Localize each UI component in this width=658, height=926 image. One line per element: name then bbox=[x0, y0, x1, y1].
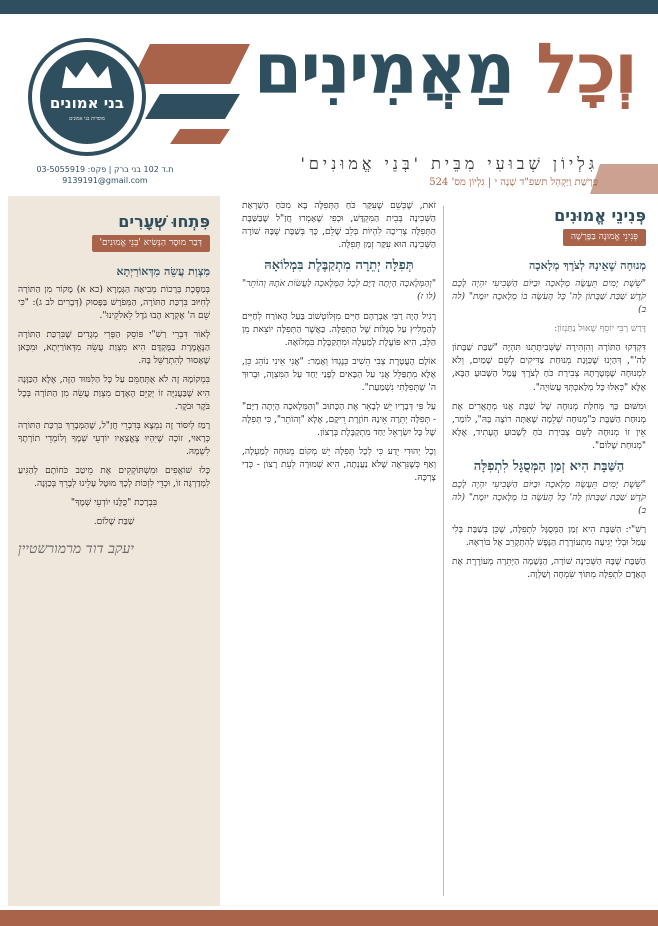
masthead bbox=[0, 14, 658, 196]
left-paragraph: בִּמְקוֹמָהּ זֶה לֹא אֻתְּחַמֵּם עַל כָּל הַלִּמּוּד הַזֶּה, אֶלָּא הַכַּוָּנָה הִיא שֶׁבַּעֲנִיָּה זוֹ יְקַיֵּם הָאָדָם מִצְוַת עֲשֵׂה מִן הַתּוֹרָה בְּכָל בֹּקֶר וּבֹקֶר. bbox=[18, 375, 210, 412]
crown-icon bbox=[60, 60, 114, 90]
bottom-bar bbox=[0, 910, 658, 926]
middle-quote: "וְהַמְּלָאכָה הָיְתָה דַיָּם לְכָל הַמְּלָאכָה לַעֲשׂוֹת אֹתָהּ וְהוֹתֵר" (לו ז) bbox=[242, 279, 436, 303]
article2-paragraph: רַשִׁ"י: הַשַּׁבָּת הִיא זְמַן הַמְּסֻגָּל לִתְפִלָּה, שֶׁכֵּן בְּשַׁבָּת בְּלִי עַמַל וּבְלִי יְגִיעָה מִתְעוֹרֶרֶת הַנֶּפֶשׁ לְהִתְקָרֵב אֶל בּוֹרְאָהּ. bbox=[452, 525, 646, 549]
left-paragraph: רָמַז לְיִסּוֹד זֶה נִמְצָא בְּדִבְרֵי חֲזַ"ל, שֶׁהַמְּבָרֵךְ בִּרְכַּת הַתּוֹרָה כְּרָאוּי, זוֹכֶה שֶׁיִּהְיוּ צֶאֱצָאָיו יוֹדְעֵי שְׁמֶךָ וְלוֹמְדֵי תוֹרָתֶךָ לִשְׁמָהּ. bbox=[18, 420, 210, 457]
contact-email: 9139191@gmail.com bbox=[62, 176, 148, 186]
logo-subtitle: מוסדות בני אמונים bbox=[69, 116, 105, 122]
middle-paragraph: עַל פִּי דְּבָרָיו יֵשׁ לְבָאֵר אֶת הַכָּתוּב "וְהַמְּלָאכָה הָיְתָה דַיָּם" - תְּפִלָּה יְתֵרָה אֵינָהּ חוֹזֶרֶת רֵיקָם, אֶלָּא "וְהוֹתֵר", כִּי תְּפִלָּה שֶׁל כָּל יִשְׂרָאֵל יַחַד מִתְקַבֶּלֶת בְּרָצוֹן. bbox=[242, 401, 436, 438]
signature: יעקב דוד מרמורשטיין bbox=[18, 540, 134, 557]
left-section-title: פִּתְחוּ שְׁעָרִים bbox=[118, 212, 210, 231]
middle-paragraph: זֹאת, שֶׁכְּשֵׁם שֶׁעִקַּר כֹּחַ הַתְּפִלָּה בָּא מִכֹּחַ הַשְׁרָאַת הַשְּׁכִינָה בְּבֵית הַמִּקְדָּשׁ, וּכְפִי שֶׁאָמְרוּ חֲזַ"ל שֶׁבַּשַּׁבָּת הַתְּפִלָּה צְרִיכָה לִהְיוֹת בְּלֵב שָׁלֵם, כָּךְ בְּשַׁבָּת שֶׁבָּהּ שׁוֹרָה הַשְּׁכִינָה הוּא עִקַּר זְמַן תְּפִלָּה. bbox=[242, 201, 436, 251]
contact-info bbox=[30, 164, 180, 186]
title-part-b: מַאֲמִינִים bbox=[253, 28, 514, 110]
left-article-title: מִצְוַת עֲשֵׂה מִדְּאוֹרַיְתָא bbox=[116, 265, 210, 279]
contact-address: ת.ד 102 בני ברק | פקס: 03-5055919 bbox=[36, 165, 174, 174]
top-bar bbox=[0, 0, 658, 14]
left-section-subtitle: דְּבַר מוּסָר הַנְּשִׂיא 'בְּנֵי אֱמוּנִים' bbox=[92, 235, 210, 252]
article1-quote: "שֵׁשֶׁת יָמִים תֵּעָשֶׂה מְלָאכָה וּבַיּוֹם הַשְּׁבִיעִי יִהְיֶה לָכֶם קֹדֶשׁ שַׁבַּת שַׁבָּתוֹן לַה' כָּל הָעֹשֶׂה בוֹ מְלָאכָה יוּמָת" (לה ב) bbox=[452, 279, 646, 316]
article1-paragraph: וּמִשּׁוּם כָּךְ מְּחִלַּת מְנוּחָה שֶׁל שַׁבָּת אֲנוּ מְתָאֲרִים אֶת מְנוּחַת הַשַּׁבָּת כִּ"מְנוּחָה שְׁלֵמָה שֶׁאַתָּה רוֹצֶה בָּהּ", לוֹמַר, אֵין זוֹ מְנוּחָה לְשֵׁם צְבִירַת כֹּחַ לְשָׁבוּעַ הֶעָתִיד, אֶלָּא "מְנוּחַת שָׁלוֹם". bbox=[452, 401, 646, 451]
right-section-title: פְּנִינֵי אֱמוּנִים bbox=[554, 206, 646, 225]
article1-paragraph: דִּקְדְּקוּ הַתּוֹרָה וְהִזְהִירָה שֶׁשְּׁבִיתָתֵנוּ תִּהְיֶה "שַׁבַּת שַׁבָּתוֹן לַה'", דְּהַיְנוּ שֶׁכַּוָּנַת מְנוּחַת צַדִּיקִים לְשֵׁם שָׁמַיִם, וְלֹא לִמְנוּחָה שֶׁמְּטָרָתָהּ צְבִירַת כֹּחַ לְצֹרֶךְ עֲמַל הַשָּׁבוּעַ הַבָּא, אֶלָּא "כְּאִלּוּ כָּל מְלַאכְתְּךָ עֲשׂוּיָה". bbox=[452, 343, 646, 393]
middle-article-title: תְּפִלָּה יְתֵרָה מִתְקַבֶּלֶת בִּמְלוֹאָהּ bbox=[264, 258, 414, 274]
logo-title: בני אמונים bbox=[49, 94, 125, 112]
masthead-subtitle: גִּלְיוֹן שְׁבוּעִי מִבֵּית 'בְּנֵי אֱמוּנִים' bbox=[300, 154, 598, 173]
article1-title: מְנוּחָה שֶׁאֵינָהּ לְצֹרֶךְ מְלָאכָה bbox=[528, 259, 646, 273]
logo bbox=[28, 38, 146, 156]
issue-info: פָּרָשַׁת וַיַּקְהֵל תשפ"ד שָׁנָה י | גִּלְיוֹן מס' 524 bbox=[429, 177, 598, 188]
column-divider bbox=[443, 206, 444, 896]
closing-line: בִּבְרָכַת "כֻּלָּנוּ יוֹדְעֵי שְׁמֶךָ" bbox=[70, 497, 158, 508]
closing-greeting: שַׁבַּת שָׁלוֹם. bbox=[93, 516, 135, 527]
right-column bbox=[452, 200, 646, 900]
left-paragraph: בְּמַסֶּכֶת בְּרָכוֹת מְבִיאָה הַגְּמָרָא (כא א) מָקוֹר מִן הַתּוֹרָה לְחִיּוּב בִּרְכַּת הַתּוֹרָה, הַמְּפֹרָשׁ בַּפָּסוּק (דְּבָרִים לב ג): "כִּי שֵׁם ה' אֶקְרָא הָבוּ גֹדֶל לֵאלֹקֵינוּ". bbox=[18, 285, 210, 322]
left-paragraph: לְאוֹר דִּבְרֵי רַשִׁ"י פּוֹסֵק הַפְּרִי מְגָדִים שֶׁבִּרְכַּת הַתּוֹרָה הַנֶּאֱמֶרֶת בַּמֻּקְדָּם הִיא מִצְוַת עֲשֵׂה מִדְּאוֹרַיְתָא, וּמִכָּאן שֶׁאָסוּר לְהִתְרַשֵּׁל בָּהּ. bbox=[18, 330, 210, 367]
left-column bbox=[8, 196, 220, 906]
middle-paragraph: אוֹלָם הָעֲטֶרֶת צְבִי הֵשִׁיב כְּנֶגְדּוֹ וְאָמַר: "אֲנִי אֵינִי נוֹהֵג כֵּן, אֶלָּא מִתְפַּלֵּל אֲנִי עַל הַבָּאִים לְפָנַי יַחַד עַל הַמִּצְוָה, וּבְרוּךְ ה' שֶׁתְּפִלָּתִי נִשְׁמַעַת". bbox=[242, 356, 436, 393]
middle-paragraph: רָגִיל הָיָה רַבִּי אַבְרָהָם חַיִּים מִזְּלוֹטְשׁוֹב בַּעַל הָאוֹרַח לְחַיִּים לְהַמְלִיץ עַל סְגֻלּוֹת שֶׁל הַתְּפִלָּה. כַּאֲשֶׁר הַתְּפִלָּה יוֹצֵאת מִן הַלֵּב, הִיא פּוֹעֶלֶת לְמַעְלָה וּמִתְקַבֶּלֶת בִּמְלוֹאָהּ. bbox=[242, 311, 436, 348]
middle-column bbox=[242, 200, 436, 900]
article1-source: דָּרַשׁ רַבִּי יוֹסֵף שָׁאוּל נַתַּנְזוֹן: bbox=[554, 324, 646, 335]
article2-paragraph: הַשַּׁבָּת שֶׁבָּהּ הַשְּׁכִינָה שׁוֹרָה, הַנְּשָׁמָה הַיְּתֵרָה מְעוֹרֶרֶת אֶת הָאָדָם לִתְפִלָּה מִתּוֹךְ שִׂמְחָה וְשַׁלְוָה. bbox=[452, 557, 646, 581]
logo-badge bbox=[40, 50, 134, 144]
article2-title: הַשַּׁבָּת הִיא זְמַן הַמְּסֻגָּל לִתְפִלָּה bbox=[473, 458, 625, 474]
title-part-a: וְכָל bbox=[535, 28, 636, 110]
right-section-subtitle: פְּנִינֵי אֱמוּנָה בַּפָּרָשָׁה bbox=[563, 229, 646, 246]
masthead-title bbox=[253, 28, 636, 110]
middle-paragraph: וְכָל יְהוּדִי יֵדַע כִּי לְכָל תְּפִלָּה יֵשׁ מְקוֹם מְנוּחָה לְמַעְלָה, וְאַף כְּשֶׁנִּרְאֶה שֶׁלֹּא נַעֲנְתָה, הִיא שְׁמוּרָה לְעֵת רָצוֹן - כְּדַי צָרְכָּהּ. bbox=[242, 446, 436, 484]
left-paragraph: כָּלוּ שׁוֹאֲפִים וּמִשְׁתּוֹקְקִים אֶת מֵיטַב כֹּחוֹתָם לְהַגִּיעַ לִמְדַרְגָּה זוֹ, וּכְדֵי לִזְכּוֹת לְכָךְ מוּטָל עָלֵינוּ לְבָרֵךְ בְּכַוָּנָה. bbox=[18, 465, 210, 489]
article2-quote: "שֵׁשֶׁת יָמִים תֵּעָשֶׂה מְלָאכָה וּבַיּוֹם הַשְּׁבִיעִי יִהְיֶה לָכֶם קֹדֶשׁ שַׁבַּת שַׁבָּתוֹן לַה' כָּל הָעֹשֶׂה בוֹ מְלָאכָה יוּמָת" (לה ב) bbox=[452, 479, 646, 517]
